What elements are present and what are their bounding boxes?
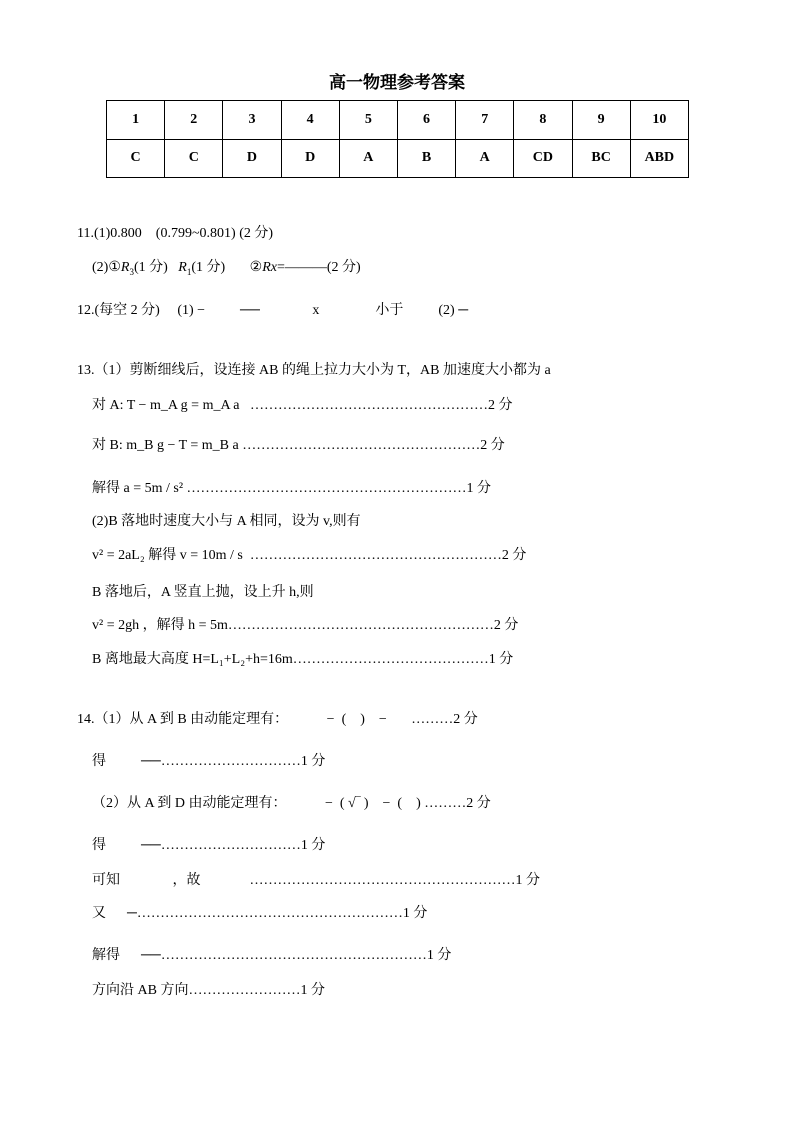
- table-cell: C: [165, 139, 223, 178]
- table-cell: A: [339, 139, 397, 178]
- q13-line6: v² = 2aL₂ 解得 v = 10m / s ………………………………………………2 分: [92, 548, 527, 563]
- q14-line7: 解得 ──…………………………………………………1 分: [92, 948, 452, 963]
- q13-line1: 13.（1）剪断细线后，设连接 AB 的绳上拉力大小为 T，AB 加速度大小都为 a: [77, 363, 551, 378]
- q14-line8: 方向沿 AB 方向……………………1 分: [92, 983, 325, 998]
- q14-line5: 可知 ，故 …………………………………………………1 分: [92, 873, 540, 888]
- q14-line4: 得 ──…………………………1 分: [92, 838, 326, 853]
- table-cell: B: [397, 139, 455, 178]
- q13-line8: v² = 2gh ，解得 h = 5m…………………………………………………2 分: [92, 618, 519, 633]
- q11-line2: [92, 259, 361, 281]
- q11-line1: 11.(1)0.800 (0.799~0.801) (2 分): [77, 226, 274, 241]
- text: Rx: [262, 260, 277, 275]
- q14-line3: （2）从 A 到 D 由动能定理有： − ( √‾ ) − ( ) ………2 分: [92, 796, 491, 811]
- table-cell: 10: [630, 101, 688, 140]
- q14-line6: 又 ─…………………………………………………1 分: [92, 906, 428, 921]
- table-cell: 4: [281, 101, 339, 140]
- table-row-numbers: [107, 101, 689, 140]
- table-cell: ABD: [630, 139, 688, 178]
- q13-line3: 对 B: m_B g − T = m_B a ……………………………………………2 分: [92, 438, 505, 453]
- table-cell: D: [281, 139, 339, 178]
- q13-line9: B 离地最大高度 H=L₁+L₂+h=16m……………………………………1 分: [92, 652, 514, 667]
- text: R: [178, 260, 187, 275]
- text: 1: [186, 266, 192, 277]
- q14-line2: 得 ──…………………………1 分: [92, 754, 326, 769]
- table-cell: 2: [165, 101, 223, 140]
- q12-line: 12.(每空 2 分) (1) − ── x 小于 (2) ─: [77, 303, 469, 318]
- table-cell: C: [107, 139, 165, 178]
- table-cell: 9: [572, 101, 630, 140]
- q14-line1: 14.（1）从 A 到 B 由动能定理有： − ( ) − ………2 分: [77, 712, 478, 727]
- table-cell: A: [456, 139, 514, 178]
- table-cell: 6: [397, 101, 455, 140]
- text: R: [120, 260, 130, 275]
- page-title: 高一物理参考答案: [329, 73, 465, 93]
- answer-table: [106, 100, 689, 178]
- text: =———(2 分): [276, 260, 361, 275]
- table-cell: 1: [107, 101, 165, 140]
- text: 3: [129, 266, 134, 277]
- text: (2)①: [92, 260, 121, 275]
- text: (1 分): [133, 260, 179, 275]
- q13-line7: B 落地后，A 竖直上抛，设上升 h,则: [92, 585, 314, 600]
- table-cell: 5: [339, 101, 397, 140]
- table-cell: CD: [514, 139, 572, 178]
- table-row-answers: [107, 139, 689, 178]
- q13-line2: 对 A: T − m_A g = m_A a ……………………………………………2 分: [92, 398, 513, 413]
- table-cell: 8: [514, 101, 572, 140]
- text: (1 分) ②: [191, 260, 263, 275]
- table-cell: D: [223, 139, 281, 178]
- table-cell: BC: [572, 139, 630, 178]
- table-cell: 3: [223, 101, 281, 140]
- q13-line4: 解得 a = 5m / s² ……………………………………………………1 分: [92, 481, 492, 496]
- table-cell: 7: [456, 101, 514, 140]
- q13-line5: (2)B 落地时速度大小与 A 相同，设为 v,则有: [92, 514, 361, 529]
